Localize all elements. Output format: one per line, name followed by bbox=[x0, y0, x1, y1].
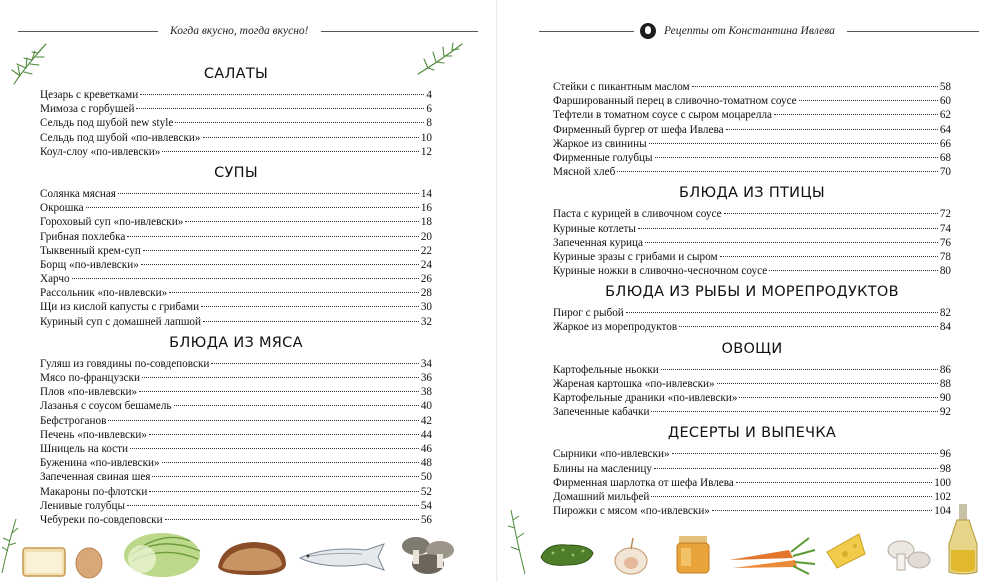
dot-leader bbox=[655, 157, 938, 158]
dot-leader bbox=[726, 129, 938, 130]
left-header-text: Когда вкусно, тогда вкусно! bbox=[170, 25, 309, 37]
toc-entry-page-number: 32 bbox=[420, 315, 432, 328]
carrots-icon bbox=[723, 532, 819, 576]
toc-entry-title: Картофельные ньокки bbox=[553, 363, 659, 376]
toc-entry bbox=[40, 201, 432, 215]
toc-entry-page-number: 40 bbox=[420, 400, 432, 413]
honey-jar-icon bbox=[673, 532, 713, 576]
toc-entry bbox=[40, 88, 432, 102]
continued-meat-dishes bbox=[553, 80, 951, 179]
toc-entry-title: Запеченная свиная шея bbox=[40, 471, 151, 484]
toc-entry-page-number: 56 bbox=[420, 513, 432, 526]
onion-icon bbox=[609, 535, 655, 577]
toc-entry-page-number: 52 bbox=[420, 485, 432, 498]
dot-leader bbox=[162, 462, 419, 463]
dot-leader bbox=[185, 221, 419, 222]
toc-entry-title: Тыквенный крем-суп bbox=[40, 244, 141, 257]
toc-entry-title: Ленивые голубцы bbox=[40, 499, 125, 512]
toc-entry-page-number: 50 bbox=[420, 471, 432, 484]
dot-leader bbox=[142, 377, 419, 378]
toc-entry-page-number: 64 bbox=[939, 123, 951, 136]
toc-entry-title: Жаркое из морепродуктов bbox=[553, 321, 678, 334]
toc-entry-page-number: 30 bbox=[420, 301, 432, 314]
toc-entry-page-number: 84 bbox=[939, 321, 951, 334]
toc-entry-title: Запеченные кабачки bbox=[553, 406, 650, 419]
dot-leader bbox=[174, 405, 419, 406]
toc-entry bbox=[40, 442, 432, 456]
dot-leader bbox=[626, 312, 938, 313]
toc-entry-title: Жареная картошка «по-ивлевски» bbox=[553, 377, 715, 390]
right-table-of-contents bbox=[553, 60, 951, 518]
toc-entry bbox=[40, 470, 432, 484]
toc-entry-title: Фаршированный перец в сливочно-томатном соусе bbox=[553, 95, 797, 108]
toc-entry bbox=[553, 151, 951, 165]
toc-entry-page-number: 16 bbox=[420, 202, 432, 215]
toc-entry bbox=[553, 137, 951, 151]
toc-entry-title: Пирог с рыбой bbox=[553, 307, 624, 320]
toc-entry-page-number: 34 bbox=[420, 357, 432, 370]
dot-leader bbox=[149, 434, 419, 435]
toc-entry-page-number: 90 bbox=[939, 392, 951, 404]
toc-entry bbox=[553, 306, 951, 320]
toc-entry-page-number: 72 bbox=[939, 208, 951, 221]
dot-leader bbox=[139, 391, 419, 392]
toc-entry-title: Коул-слоу «по-ивлевски» bbox=[40, 145, 161, 158]
toc-entry bbox=[40, 428, 432, 442]
dot-leader bbox=[717, 383, 938, 384]
dot-leader bbox=[739, 397, 937, 398]
toc-entry bbox=[553, 222, 951, 236]
toc-entry bbox=[553, 391, 951, 405]
toc-entry-page-number: 60 bbox=[939, 95, 951, 108]
toc-entry bbox=[40, 145, 432, 159]
toc-entry bbox=[553, 377, 951, 391]
toc-entry-title: Картофельные драники «по-ивлевски» bbox=[553, 392, 738, 404]
toc-entry bbox=[40, 131, 432, 145]
dot-leader bbox=[720, 256, 938, 257]
toc-entry-title: Окрошка bbox=[40, 202, 84, 215]
toc-entry-title: Харчо bbox=[40, 273, 70, 286]
toc-entry-page-number: 4 bbox=[426, 89, 432, 101]
toc-entry-page-number: 26 bbox=[420, 273, 432, 286]
section-heading: САЛАТЫ bbox=[203, 66, 269, 82]
toc-entry-title: Куриный суп с домашней лапшой bbox=[40, 315, 202, 328]
toc-entry-page-number: 78 bbox=[939, 250, 951, 263]
mushroom-cluster-icon bbox=[398, 530, 460, 578]
toc-entry bbox=[553, 80, 951, 94]
toc-entry bbox=[40, 286, 432, 300]
toc-entry-page-number: 42 bbox=[420, 414, 432, 427]
dot-leader bbox=[736, 482, 932, 483]
header-rule bbox=[847, 31, 979, 32]
toc-entry-title: Гуляш из говядины по-совдеповски bbox=[40, 357, 210, 370]
egg-icon bbox=[72, 545, 106, 579]
toc-entry-title: Лазанья с соусом бешамель bbox=[40, 400, 172, 413]
dot-leader bbox=[638, 228, 938, 229]
toc-entry-title: Гороховый суп «по-ивлевски» bbox=[40, 216, 184, 229]
toc-entry-title: Мясной хлеб bbox=[553, 166, 616, 179]
toc-entry bbox=[553, 490, 951, 504]
toc-entry-title: Чебуреки по-совдеповски bbox=[40, 513, 163, 526]
toc-entry bbox=[40, 244, 432, 258]
toc-entry-title: Шницель на кости bbox=[40, 442, 129, 455]
toc-entry-title: Домашний мильфей bbox=[553, 490, 650, 503]
dot-leader bbox=[130, 448, 419, 449]
toc-entry-title: Солянка мясная bbox=[40, 187, 116, 200]
toc-entry-title: Грибная похлебка bbox=[40, 230, 126, 243]
toc-entry-page-number: 80 bbox=[939, 265, 951, 278]
cheese-icon bbox=[823, 528, 869, 572]
dot-leader bbox=[645, 242, 938, 243]
toc-entry-title: Жаркое из свинины bbox=[553, 137, 647, 150]
dot-leader bbox=[143, 250, 419, 251]
toc-entry bbox=[553, 236, 951, 250]
dot-leader bbox=[654, 468, 938, 469]
toc-entry bbox=[553, 504, 951, 518]
toc-entry-title: Печень «по-ивлевски» bbox=[40, 428, 148, 441]
toc-entry bbox=[553, 320, 951, 334]
dot-leader bbox=[201, 306, 419, 307]
toc-entry-title: Сельдь под шубой «по-ивлевски» bbox=[40, 131, 201, 144]
toc-entry bbox=[40, 414, 432, 428]
toc-entry-page-number: 8 bbox=[426, 117, 432, 130]
toc-entry bbox=[40, 399, 432, 413]
section-heading: БЛЮДА ИЗ ПТИЦЫ bbox=[679, 185, 825, 202]
toc-entry-title: Фирменный бургер от шефа Ивлева bbox=[553, 123, 724, 136]
dot-leader bbox=[140, 94, 424, 95]
dot-leader bbox=[175, 122, 424, 123]
toc-entry bbox=[40, 357, 432, 371]
toc-entry-title: Куриные котлеты bbox=[553, 222, 636, 235]
toc-entry-title: Щи из кислой капусты с грибами bbox=[40, 301, 200, 314]
toc-entry bbox=[40, 187, 432, 201]
dot-leader bbox=[72, 278, 419, 279]
toc-entry-page-number: 6 bbox=[426, 103, 432, 116]
toc-entry bbox=[553, 250, 951, 264]
dot-leader bbox=[86, 207, 419, 208]
toc-entry-page-number: 76 bbox=[939, 236, 951, 249]
dot-leader bbox=[127, 505, 419, 506]
toc-entry bbox=[40, 116, 432, 130]
right-header-text: Рецепты от Константина Ивлева bbox=[664, 25, 835, 37]
dot-leader bbox=[774, 114, 938, 115]
toc-entry-page-number: 96 bbox=[939, 448, 951, 461]
toc-entry-title: Борщ «по-ивлевски» bbox=[40, 258, 139, 271]
toc-entry-page-number: 70 bbox=[939, 166, 951, 179]
toc-entry-page-number: 58 bbox=[939, 81, 951, 93]
toc-entry-page-number: 44 bbox=[420, 428, 432, 441]
mushrooms-icon bbox=[885, 536, 933, 576]
dot-leader bbox=[651, 411, 937, 412]
dot-leader bbox=[672, 453, 938, 454]
header-rule bbox=[18, 31, 158, 32]
dot-leader bbox=[692, 86, 938, 87]
toc-entry-page-number: 46 bbox=[420, 442, 432, 455]
toc-entry bbox=[40, 499, 432, 513]
toc-entry-page-number: 54 bbox=[420, 499, 432, 512]
section-heading: СУПЫ bbox=[214, 164, 258, 181]
toc-entry-page-number: 48 bbox=[420, 457, 432, 470]
dot-leader bbox=[661, 369, 938, 370]
dot-leader bbox=[769, 270, 938, 271]
toc-entry-title: Тефтели в томатном соусе с сыром моцарелла bbox=[553, 109, 772, 122]
toc-entry bbox=[553, 108, 951, 122]
dot-leader bbox=[141, 264, 419, 265]
toc-entry-title: Мимоза с горбушей bbox=[40, 103, 135, 116]
toc-entry-title: Рассольник «по-ивлевски» bbox=[40, 287, 168, 300]
toc-entry bbox=[40, 371, 432, 385]
toc-entry bbox=[553, 462, 951, 476]
cucumber-icon bbox=[537, 537, 597, 571]
dot-leader bbox=[649, 143, 938, 144]
toc-entry-page-number: 62 bbox=[939, 109, 951, 122]
toc-entry-title: Цезарь с креветками bbox=[40, 89, 139, 101]
toc-entry-page-number: 22 bbox=[420, 244, 432, 257]
toc-entry bbox=[40, 230, 432, 244]
toc-entry-page-number: 66 bbox=[939, 137, 951, 150]
dot-leader bbox=[617, 171, 938, 172]
dot-leader bbox=[712, 510, 932, 511]
toc-entry-page-number: 98 bbox=[939, 462, 951, 475]
dot-leader bbox=[724, 213, 938, 214]
toc-entry bbox=[553, 207, 951, 221]
toc-entry-page-number: 14 bbox=[420, 187, 432, 200]
dot-leader bbox=[152, 476, 418, 477]
dot-leader bbox=[211, 363, 418, 364]
toc-entry bbox=[40, 102, 432, 116]
right-page bbox=[497, 0, 994, 582]
toc-entry-page-number: 28 bbox=[420, 287, 432, 300]
toc-entry-title: Стейки с пикантным маслом bbox=[553, 81, 690, 93]
toc-entry-page-number: 18 bbox=[420, 216, 432, 229]
toc-entry bbox=[553, 94, 951, 108]
napa-cabbage-icon bbox=[120, 525, 206, 579]
left-running-header bbox=[18, 22, 478, 40]
toc-entry bbox=[553, 264, 951, 278]
section-heading: БЛЮДА ИЗ МЯСА bbox=[169, 334, 303, 351]
toc-entry bbox=[553, 123, 951, 137]
dill-sprig-icon bbox=[0, 515, 20, 575]
toc-entry-page-number: 104 bbox=[934, 505, 951, 518]
dot-leader bbox=[136, 108, 424, 109]
right-running-header bbox=[539, 22, 979, 40]
toc-entry-page-number: 10 bbox=[420, 131, 432, 144]
toc-entry bbox=[40, 300, 432, 314]
toc-entry-title: Куриные зразы с грибами и сыром bbox=[553, 250, 718, 263]
toc-entry-title: Запеченная курица bbox=[553, 236, 643, 249]
dot-leader bbox=[162, 151, 418, 152]
bread-icon bbox=[20, 540, 68, 578]
toc-entry-page-number: 92 bbox=[939, 406, 951, 419]
toc-entry bbox=[40, 385, 432, 399]
toc-entry bbox=[40, 215, 432, 229]
toc-entry-page-number: 74 bbox=[939, 222, 951, 235]
section-heading: ОВОЩИ bbox=[721, 340, 783, 357]
herring-icon bbox=[296, 540, 388, 574]
header-rule bbox=[321, 31, 478, 32]
toc-entry-page-number: 86 bbox=[939, 363, 951, 376]
toc-entry-title: Бефстроганов bbox=[40, 414, 107, 427]
toc-entry-title: Сырники «по-ивлевски» bbox=[553, 448, 670, 461]
dot-leader bbox=[679, 326, 938, 327]
dot-leader bbox=[169, 292, 419, 293]
toc-entry-title: Плов «по-ивлевски» bbox=[40, 386, 138, 399]
toc-entry-page-number: 82 bbox=[939, 307, 951, 320]
toc-entry-title: Макароны по-флотски bbox=[40, 485, 148, 498]
toc-entry-page-number: 36 bbox=[420, 372, 432, 384]
toc-entry bbox=[40, 513, 432, 527]
toc-entry-page-number: 20 bbox=[420, 230, 432, 243]
toc-entry bbox=[553, 405, 951, 419]
toc-entry-page-number: 24 bbox=[420, 258, 432, 271]
toc-entry-title: Фирменные голубцы bbox=[553, 151, 653, 164]
toc-entry-page-number: 100 bbox=[934, 476, 951, 489]
toc-entry bbox=[40, 315, 432, 329]
dot-leader bbox=[127, 236, 419, 237]
toc-entry bbox=[40, 456, 432, 470]
dot-leader bbox=[203, 137, 419, 138]
toc-entry bbox=[553, 363, 951, 377]
toc-entry-page-number: 102 bbox=[934, 490, 951, 503]
toc-entry-title: Куриные ножки в сливочно-чесночном соусе bbox=[553, 265, 768, 278]
dill-sprig-icon bbox=[501, 506, 531, 576]
toc-entry bbox=[40, 258, 432, 272]
chef-logo-icon bbox=[640, 23, 656, 39]
section-heading: ДЕСЕРТЫ И ВЫПЕЧКА bbox=[667, 425, 837, 442]
dot-leader bbox=[651, 496, 932, 497]
toc-entry-page-number: 38 bbox=[420, 386, 432, 399]
toc-entry-page-number: 68 bbox=[939, 151, 951, 164]
rye-bread-icon bbox=[214, 537, 290, 579]
toc-entry bbox=[553, 447, 951, 461]
dot-leader bbox=[799, 100, 938, 101]
toc-entry bbox=[40, 272, 432, 286]
toc-entry-title: Блины на масленицу bbox=[553, 462, 652, 475]
dot-leader bbox=[149, 491, 418, 492]
toc-entry-page-number: 88 bbox=[939, 377, 951, 390]
toc-entry bbox=[40, 485, 432, 499]
dot-leader bbox=[108, 420, 418, 421]
section-heading: БЛЮДА ИЗ РЫБЫ И МОРЕПРОДУКТОВ bbox=[605, 284, 899, 301]
toc-entry-title: Паста с курицей в сливочном соусе bbox=[553, 208, 722, 221]
toc-entry-title: Фирменная шарлотка от шефа Ивлева bbox=[553, 476, 734, 489]
dot-leader bbox=[165, 519, 419, 520]
dot-leader bbox=[203, 321, 419, 322]
left-table-of-contents bbox=[40, 60, 432, 527]
toc-entry-title: Буженина «по-ивлевски» bbox=[40, 457, 160, 470]
toc-entry bbox=[553, 476, 951, 490]
header-rule bbox=[539, 31, 634, 32]
toc-entry-title: Пирожки с мясом «по-ивлевски» bbox=[553, 505, 710, 518]
toc-entry bbox=[553, 165, 951, 179]
toc-entry-page-number: 12 bbox=[420, 145, 432, 158]
toc-entry-title: Сельдь под шубой new style bbox=[40, 117, 174, 130]
oil-bottle-icon bbox=[943, 500, 983, 578]
dot-leader bbox=[118, 193, 419, 194]
toc-entry-title: Мясо по-французски bbox=[40, 372, 140, 384]
